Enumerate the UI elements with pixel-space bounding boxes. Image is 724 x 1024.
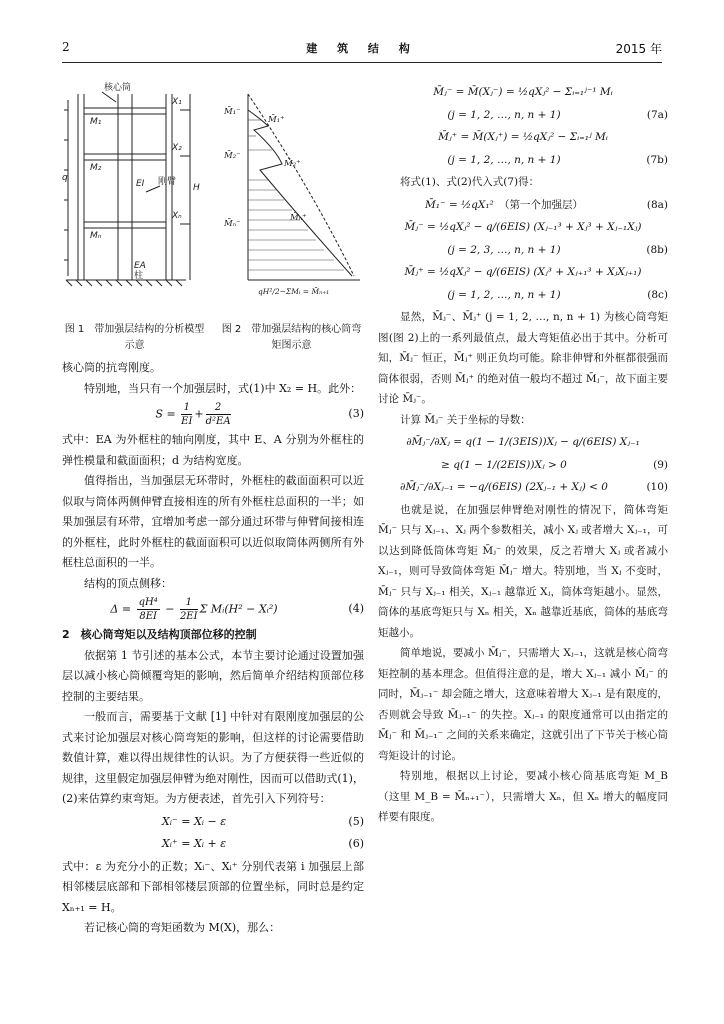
figure-area	[62, 80, 364, 320]
label-m2-minus: M̄₂⁻	[224, 151, 241, 161]
equation-7b-condition: (j = 1, 2, …, n, n + 1) (7b)	[447, 153, 668, 166]
fig2-caption: 图 2 带加强层结构的核心筒弯矩图示意	[221, 324, 362, 351]
core-leader	[102, 92, 116, 102]
label-m2: M₂	[90, 163, 102, 173]
header-rule	[62, 62, 662, 63]
paragraph: 一般而言，需要基于文献 [1] 中针对有限刚度加强层的公式来讨论加强层对核心筒弯矩的影响，但这样的讨论需要借助数值计算，难以得出规律性的认识。为了方便获得一些近似的规律，这里假定加强层伸臂为绝对刚性，因而可以借助式(1)，(2)来估算约束弯矩。为方便表述，首先引入下列符号：	[62, 710, 364, 805]
outrigger-2	[84, 154, 166, 160]
equation-4: Δ = $\frac{\text{qH⁴}}{8EI}$ − $\frac{1}{2EI}$ Σ Mᵢ(H² − Xᵢ²) (4)	[110, 597, 364, 622]
label-arm: 刚臂	[158, 177, 177, 187]
paragraph: 依据第 1 节引述的基本公式，本节主要讨论通过设置加强层以减小核心筒倾覆弯矩的影响，然后简单介绍结构顶部位移控制的主要结果。	[62, 648, 364, 703]
moment-curve	[248, 94, 352, 276]
page-header	[62, 40, 662, 60]
label-ea: EA	[134, 261, 146, 271]
figure-captions	[62, 322, 364, 354]
journal-title: 建 筑 结 构	[306, 42, 418, 55]
moment-hatch	[248, 120, 344, 270]
label-m2-plus: M̄₂⁺	[284, 159, 301, 169]
equation-5: Xᵢ⁻ = Xᵢ − ε (5)	[161, 814, 364, 828]
label-h: H	[193, 183, 200, 193]
label-x1: X₁	[172, 97, 182, 107]
moment-curve-unbraced	[248, 94, 354, 276]
paragraph: 特别地，根据以上讨论，要减小核心筒基底弯矩 M_B（这里 M_B = M̄ₙ₊₁⁻），只需增大 Xₙ，但 Xₙ 增大的幅度同样要有限度。	[378, 770, 668, 823]
label-ei: EI	[136, 179, 145, 189]
paragraph: 结构的顶点侧移：	[84, 576, 172, 590]
equation-8c-condition: (j = 1, 2, …, n, n + 1) (8c)	[447, 288, 668, 301]
label-core: 核心筒	[104, 83, 132, 93]
equation-7a-condition: (j = 1, 2, …, n, n + 1) (7a)	[447, 108, 668, 121]
paragraph: 显然，M̄ⱼ⁻、M̄ⱼ⁺ (j = 1, 2, …, n, n + 1) 为核心筒弯矩图(图 2)上的一系列最值点，最大弯矩值必出于其中。分析可知，M̄ⱼ⁻ 恒正，M̄ⱼ⁺ 则正负均可能。除非伸臂和外框都很强而筒体很弱，否则 M̄ⱼ⁺ 的绝对值一般均不超过 M̄ⱼ⁻，故下面主要讨论 M̄ⱼ⁻。	[378, 311, 668, 405]
equation-8c: M̄ⱼ⁺ = ½qXⱼ² − q/(6EIS) (Xⱼ³ + Xⱼ₊₁³ + XⱼXⱼ₊₁)	[404, 266, 642, 278]
equation-7a: M̄ⱼ⁻ = M̄(Xⱼ⁻) = ½qXⱼ² − Σᵢ₌₁ʲ⁻¹ Mᵢ	[433, 86, 613, 98]
equation-3: S = $\frac{1}{EI}$ + $\frac{2}{\text{d²EA}}$ (3)	[155, 402, 364, 427]
paragraph: 简单地说，要减小 M̄ⱼ⁻，只需增大 Xⱼ₋₁，这就是核心筒弯矩控制的基本理念。但值得注意的是，增大 Xⱼ₋₁ 减小 M̄ⱼ⁻ 的同时，M̄ⱼ₋₁⁻ 却会随之增大，这意味着增大 Xⱼ₋₁ 是有限度的，否则就会导致 M̄ⱼ₋₁⁻ 的失控。Xⱼ₋₁ 的限度通常可以由指定的 M̄ⱼ⁻ 和 M̄ⱼ₋₁⁻ 之间的关系来确定，这就引出了下节关于核心筒弯矩设计的讨论。	[378, 647, 668, 762]
paragraph: 也就是说，在加强层伸臂绝对刚性的情况下，简体弯矩 M̄ⱼ⁻ 只与 Xⱼ₋₁、Xⱼ 两个参数相关，减小 Xⱼ 或者增大 Xⱼ₋₁，可以达到降低筒体弯矩 M̄ⱼ⁻ 的效果，反之若增大 Xⱼ 或者减小 Xⱼ₋₁，则可导致筒体弯矩 M̄ⱼ⁻ 增大。特别地，当 Xⱼ 不变时，M̄ⱼ⁻ 只与 Xⱼ₋₁ 相关，Xⱼ₋₁ 越靠近 Xⱼ，筒体弯矩越小。显然，筒体的基底弯矩只与 Xₙ 相关，Xₙ 越靠近基底，筒体的基底弯矩越小。	[378, 503, 668, 639]
label-base-moment: qH²/2−ΣMᵢ = M̄ₙ₊₁	[258, 287, 330, 296]
equation-8b-condition: (j = 2, 3, …, n, n + 1) (8b)	[447, 243, 668, 256]
paragraph: 将式(1)、式(2)代入式(7)得：	[400, 176, 540, 188]
page-number: 2	[62, 40, 70, 54]
label-x2: X₂	[172, 143, 182, 153]
fig1-caption: 图 1 带加强层结构的分析模型示意	[64, 324, 205, 351]
label-m1: M₁	[90, 117, 102, 127]
paragraph: 特别地，当只有一个加强层时，式(1)中 X₂ = H。此外：	[84, 381, 362, 395]
outrigger-n	[84, 222, 166, 228]
label-m1-minus: M̄₁⁻	[224, 107, 241, 117]
label-q: q	[62, 173, 68, 183]
paragraph: 式中：ε 为充分小的正数；Xᵢ⁻、Xᵢ⁺ 分别代表第 i 加强层上部相邻楼层底部和下部相邻楼层顶部的位置坐标，同时总是约定 Xₙ₊₁ = H。	[62, 859, 364, 914]
label-mn: Mₙ	[90, 231, 102, 241]
equation-10: ∂M̄ⱼ⁻/∂Xⱼ₋₁ = −q/(6EIS) (2Xⱼ₋₁ + Xⱼ) < 0 (10)	[400, 481, 668, 493]
label-xn: Xₙ	[172, 211, 182, 221]
load-arrows	[64, 110, 68, 260]
equation-6: Xᵢ⁺ = Xᵢ + ε (6)	[161, 837, 364, 850]
equation-8b: M̄ⱼ⁻ = ½qXⱼ² − q/(6EIS) (Xⱼ₋₁³ + Xⱼ³ + Xⱼ₋₁Xⱼ)	[404, 221, 642, 233]
journal-year: 2015 年	[615, 42, 662, 56]
paragraph: 核心筒的抗弯刚度。	[62, 361, 161, 374]
label-column: 柱	[134, 271, 144, 281]
section-heading: 2 核心筒弯矩以及结构顶部位移的控制	[62, 628, 257, 641]
outrigger-1	[84, 108, 166, 114]
label-m1-plus: M̄₁⁺	[268, 115, 285, 125]
paragraph: 值得指出，当加强层无环带时，外框柱的截面面积可以近似取与筒体两侧伸臂直接相连的所有外框柱总面积的一半；如果加强层有环带，宜增加考虑一部分通过环带与伸臂间接相连的外框柱，此时外框柱的截面面积可以近似取筒体两侧所有外框柱总面积的一半。	[62, 474, 364, 569]
equation-7b: M̄ⱼ⁺ = M̄(Xⱼ⁺) = ½qXⱼ² − Σᵢ₌₁ʲ Mᵢ	[438, 131, 608, 143]
left-column	[62, 80, 364, 939]
right-column	[378, 80, 668, 828]
equation-8a: M̄₁⁻ = ½qX₁² （第一个加强层） (8a)	[424, 198, 668, 211]
figure-1-diagram	[62, 80, 364, 320]
paragraph: 式中：EA 为外框柱的轴向刚度，其中 E、A 分别为外框柱的弹性模量和截面面积；d 为结构宽度。	[62, 433, 364, 467]
ground-hatch	[66, 280, 182, 286]
label-mn-minus: M̄ₙ⁻	[224, 219, 241, 229]
equation-9a: ∂M̄ⱼ⁻/∂Xⱼ = q(1 − 1/(3EIS))Xⱼ − q/(6EIS) Xⱼ₋₁	[406, 436, 640, 448]
paragraph: 若记核心筒的弯矩函数为 M(X)，那么：	[84, 921, 281, 934]
paragraph: 计算 M̄ⱼ⁻ 关于坐标的导数：	[400, 413, 531, 426]
label-mn-plus: M̄ₙ⁺	[290, 213, 307, 223]
equation-9b: ≥ q(1 − 1/(2EIS))Xⱼ > 0 (9)	[441, 458, 668, 471]
